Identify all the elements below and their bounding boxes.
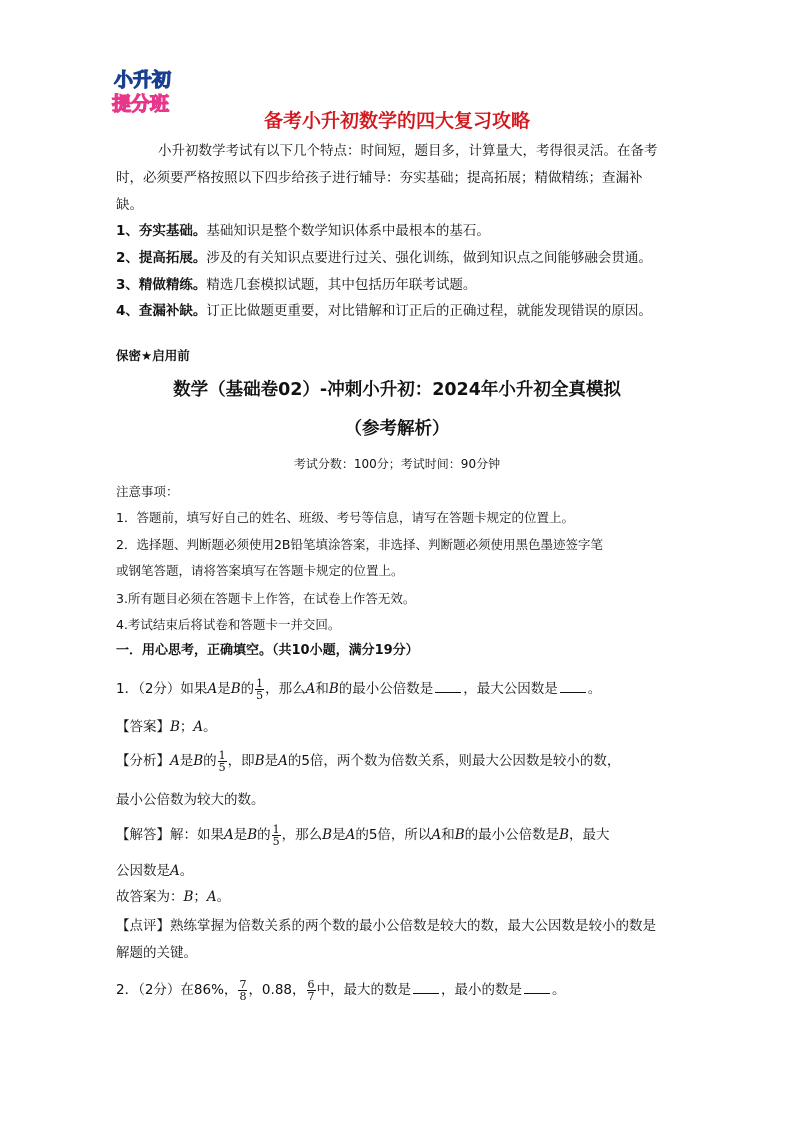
logo-line2: 提分班 — [112, 93, 170, 115]
notice-item: 或钢笔答题，请将答案填写在答题卡规定的位置上。 — [116, 563, 404, 578]
notice-item: 1．答题前，填写好自己的姓名、班级、考号等信息，请写在答题卡规定的位置上。 — [116, 510, 574, 525]
q1-answer: 【答案】B；A。 — [116, 719, 217, 735]
logo-line1: 小升初 — [114, 69, 172, 91]
notice-heading: 注意事项： — [116, 484, 179, 499]
q1-final: 故答案为：B；A。 — [116, 889, 231, 905]
question-1: 1．（2分）如果A是B的 $\frac{1}{5}$ ，那么A和B的最小公倍数是 ，最大公因数是 。 — [116, 676, 602, 702]
q1-solution-line2: 公因数是A。 — [116, 863, 194, 879]
answer-blank — [435, 680, 461, 693]
q1-solution: 【解答】解：如果A是B的 $\frac{1}{5}$ ，那么B是A的5倍，所以A和B的最小公倍数是B，最大 — [116, 822, 610, 848]
exam-title: 数学（基础卷02）-冲刺小升初：2024年小升初全真模拟 — [173, 380, 621, 400]
tip-item: 3、精做精练。精选几套模拟试题，其中包括历年联考试题。 — [116, 277, 477, 293]
secret-label: 保密★启用前 — [116, 348, 190, 363]
notice-item: 3.所有题目必须在答题卡上作答，在试卷上作答无效。 — [116, 591, 416, 606]
tip-item: 2、提高拓展。涉及的有关知识点要进行过关、强化训练，做到知识点之间能够融会贯通。 — [116, 250, 652, 266]
answer-blank — [413, 981, 439, 994]
tip-item: 1、夯实基础。基础知识是整个数学知识体系中最根本的基石。 — [116, 223, 490, 239]
answer-blank — [524, 981, 550, 994]
q1-comment-line2: 解题的关键。 — [116, 945, 197, 961]
notice-item: 4.考试结束后将试卷和答题卡一并交回。 — [116, 617, 341, 632]
intro-paragraph-line: 小升初数学考试有以下几个特点：时间短，题目多，计算量大，考得很灵活。在备考 — [158, 143, 658, 159]
question-2: 2．（2分）在86%， $\frac{7}{8}$ ，0.88， $\frac{6}{7}$ 中，最大的数是 ，最小的数是 。 — [116, 977, 566, 1003]
section-heading: 一．用心思考，正确填空。（共10小题，满分19分） — [116, 643, 419, 658]
q1-comment: 【点评】熟练掌握为倍数关系的两个数的最小公倍数是较大的数，最大公因数是较小的数是 — [116, 918, 656, 934]
answer-blank — [560, 680, 586, 693]
intro-title: 备考小升初数学的四大复习攻略 — [263, 110, 530, 132]
q1-analysis-line2: 最小公倍数为较大的数。 — [116, 792, 265, 808]
notice-item: 2．选择题、判断题必须使用2B铅笔填涂答案，非选择、判断题必须使用黑色墨迹签字笔 — [116, 537, 603, 552]
intro-paragraph-line: 时，必须要严格按照以下四步给孩子进行辅导：夯实基础；提高拓展；精做精练；查漏补 — [116, 170, 643, 186]
intro-paragraph-line: 缺。 — [116, 197, 143, 213]
exam-info: 考试分数：100分；考试时间：90分钟 — [293, 457, 501, 471]
q1-analysis: 【分析】A是B的 $\frac{1}{5}$ ，即B是A的5倍，两个数为倍数关系，则最大公因数是较小的数， — [116, 748, 621, 774]
exam-subtitle: （参考解析） — [344, 419, 450, 439]
tip-item: 4、查漏补缺。订正比做题更重要，对比错解和订正后的正确过程，就能发现错误的原因。 — [116, 303, 652, 319]
